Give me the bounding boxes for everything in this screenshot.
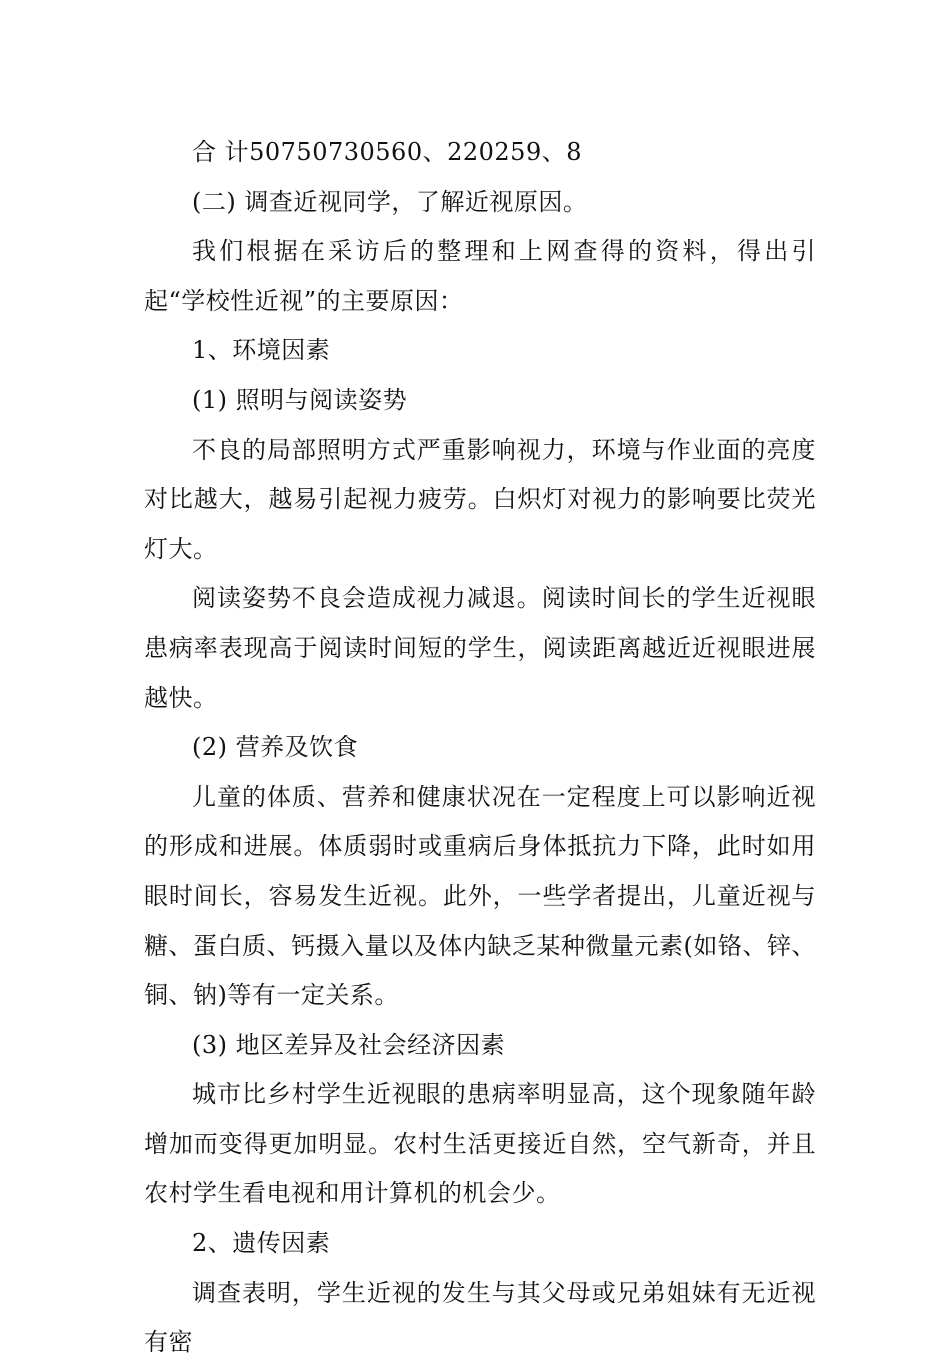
- heading-environment-factors: 1、环境因素: [192, 336, 331, 365]
- paragraph-total-line: 合 计50750730560、220259、8: [192, 138, 582, 166]
- subheading-regional: (3) 地区差异及社会经济因素: [192, 1030, 506, 1059]
- paragraph-lighting: 不良的局部照明方式严重影响视力，环境与作业面的亮度对比越大，越易引起视力疲劳。白炽灯对视力的影响要比荧光灯大。: [144, 435, 816, 563]
- heading-genetic-factors: 2、遗传因素: [192, 1229, 331, 1258]
- paragraph-posture: 阅读姿势不良会造成视力减退。阅读时间长的学生近视眼患病率表现高于阅读时间短的学生，阅读距离越近近视眼进展越快。: [144, 584, 816, 712]
- paragraph-intro: 我们根据在采访后的整理和上网查得的资料，得出引起“学校性近视”的主要原因：: [144, 237, 816, 315]
- paragraph-genetic: 调查表明，学生近视的发生与其父母或兄弟姐妹有无近视有密: [144, 1278, 816, 1357]
- subheading-lighting-posture: (1) 照明与阅读姿势: [192, 385, 408, 414]
- paragraph-nutrition: 儿童的体质、营养和健康状况在一定程度上可以影响近视的形成和进展。体质弱时或重病后身体抵抗力下降，此时如用眼时间长，容易发生近视。此外，一些学者提出，儿童近视与糖、蛋白质、钙摄入量以及体内缺乏某种微量元素(如铬、锌、铜、钠)等有一定关系。: [144, 782, 816, 1010]
- paragraph-regional: 城市比乡村学生近视眼的患病率明显高，这个现象随年龄增加而变得更加明显。农村生活更接近自然，空气新奇，并且农村学生看电视和用计算机的机会少。: [144, 1080, 816, 1208]
- document-body: [144, 128, 816, 1368]
- subheading-nutrition: (2) 营养及饮食: [192, 733, 359, 762]
- section-heading-survey: (二) 调查近视同学，了解近视原因。: [192, 187, 588, 216]
